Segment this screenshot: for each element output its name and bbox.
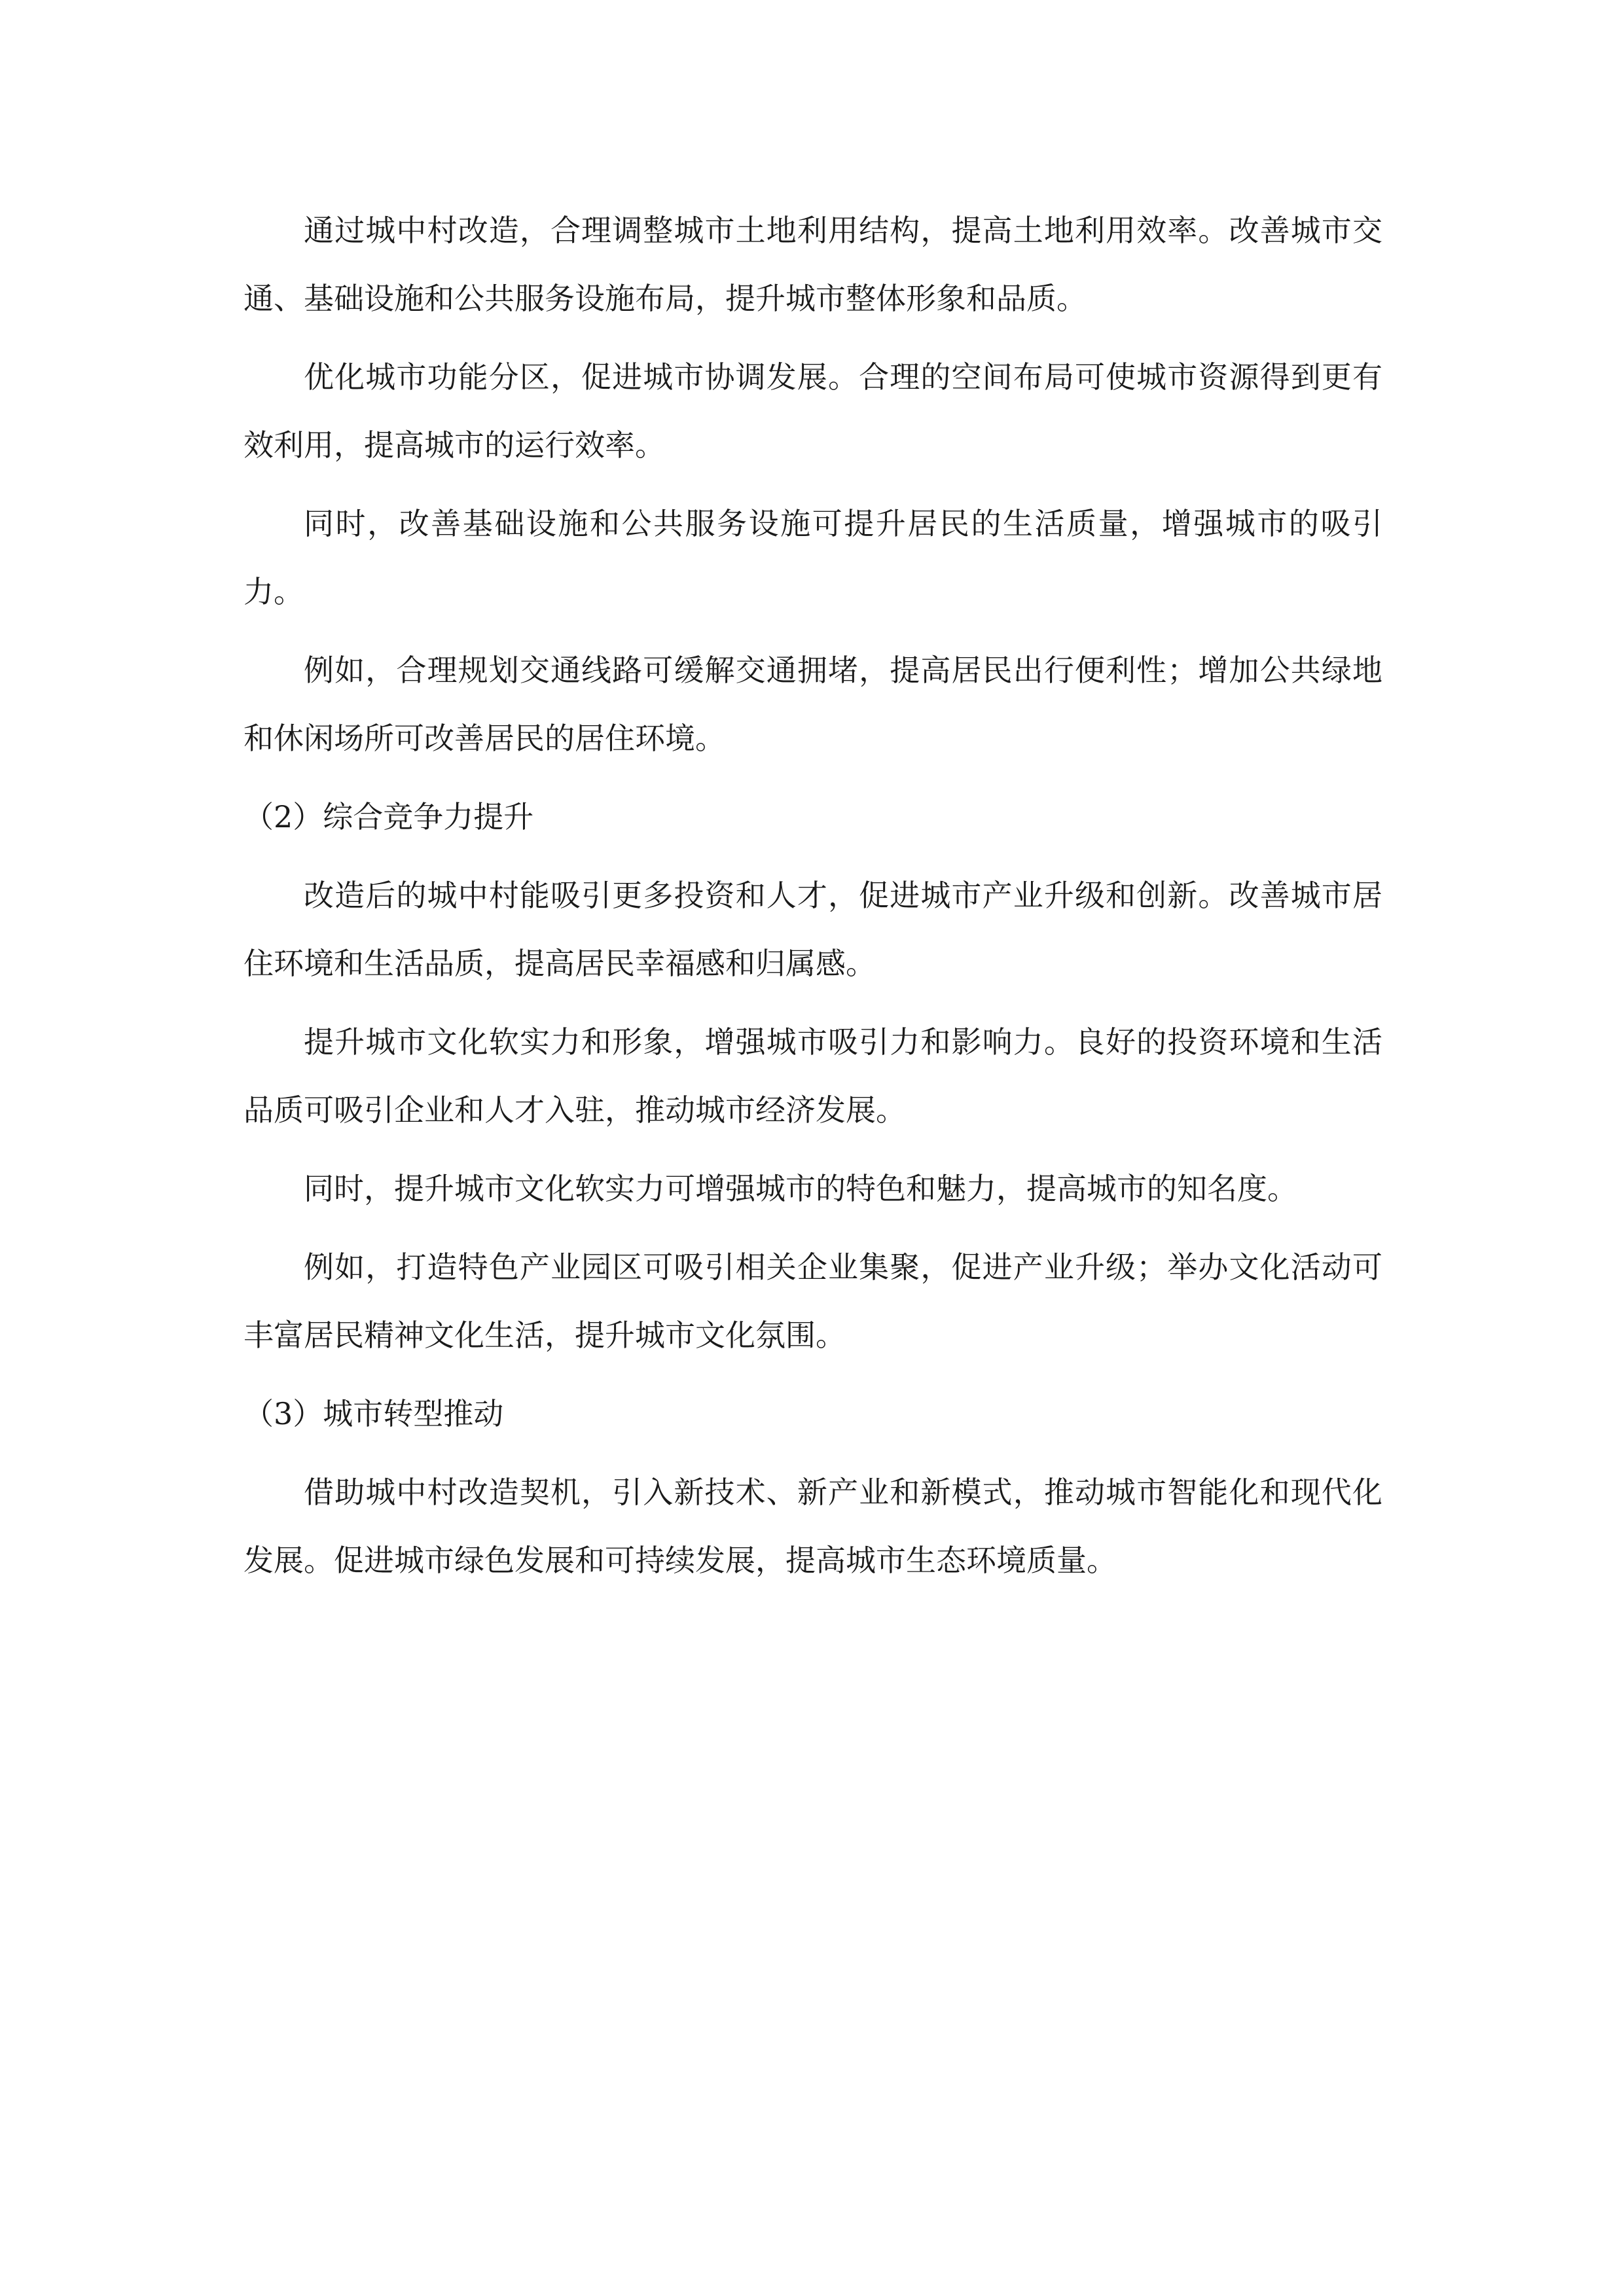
- paragraph: 提升城市文化软实力和形象，增强城市吸引力和影响力。良好的投资环境和生活品质可吸引企业和人才入驻，推动城市经济发展。: [244, 1024, 1382, 1128]
- paragraph: 优化城市功能分区，促进城市协调发展。合理的空间布局可使城市资源得到更有效利用，提高城市的运行效率。: [244, 359, 1382, 463]
- document-body: [244, 196, 1382, 1605]
- section-heading: （2）综合竞争力提升: [244, 799, 534, 834]
- paragraph: 通过城中村改造，合理调整城市土地利用结构，提高土地利用效率。改善城市交通、基础设施和公共服务设施布局，提升城市整体形象和品质。: [244, 213, 1382, 316]
- paragraph: 例如，合理规划交通线路可缓解交通拥堵，提高居民出行便利性；增加公共绿地和休闲场所可改善居民的居住环境。: [244, 653, 1382, 756]
- paragraph: 例如，打造特色产业园区可吸引相关企业集聚，促进产业升级；举办文化活动可丰富居民精神文化生活，提升城市文化氛围。: [244, 1249, 1382, 1353]
- paragraph: 改造后的城中村能吸引更多投资和人才，促进城市产业升级和创新。改善城市居住环境和生活品质，提高居民幸福感和归属感。: [244, 878, 1382, 981]
- paragraph: 同时，提升城市文化软实力可增强城市的特色和魅力，提高城市的知名度。: [304, 1171, 1297, 1206]
- paragraph: 借助城中村改造契机，引入新技术、新产业和新模式，推动城市智能化和现代化发展。促进城市绿色发展和可持续发展，提高城市生态环境质量。: [244, 1475, 1382, 1578]
- section-heading: （3）城市转型推动: [244, 1396, 504, 1431]
- paragraph: 同时，改善基础设施和公共服务设施可提升居民的生活质量，增强城市的吸引力。: [244, 506, 1382, 609]
